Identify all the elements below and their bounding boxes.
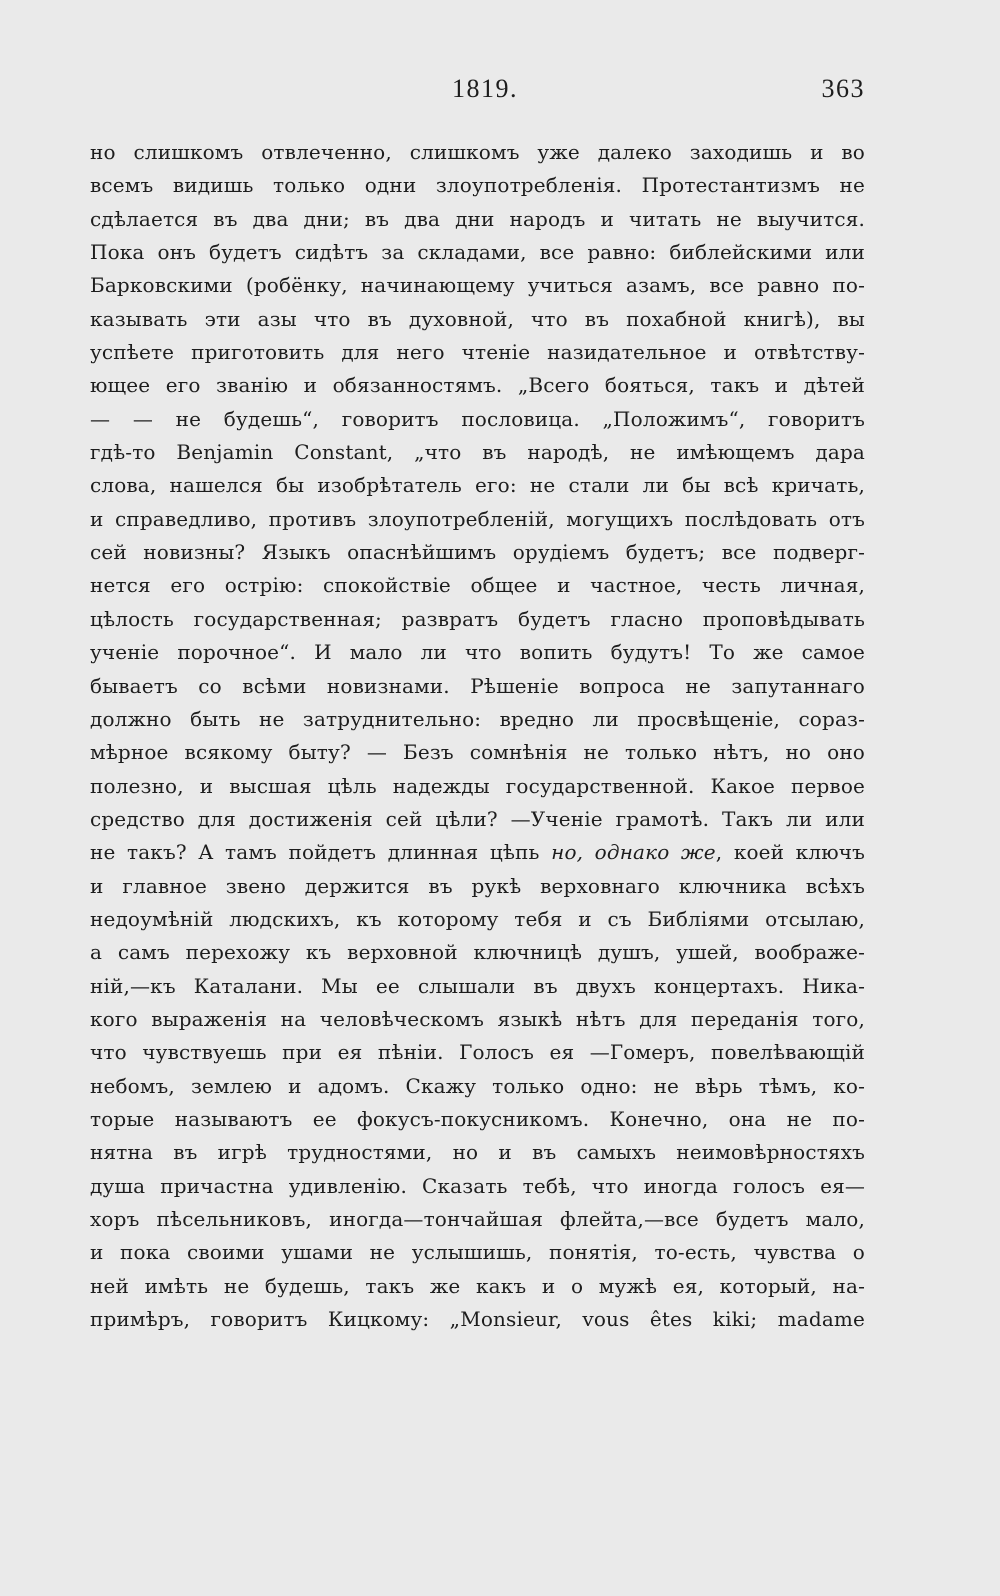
text-line: — — не будешь“, говоритъ пословица. „Положимъ“, говоритъ — [90, 406, 865, 431]
text-line: цѣлость государственная; развратъ будетъ гласно проповѣдывать — [90, 606, 865, 631]
text-line: и главное звено держится въ рукѣ верховнаго ключника всѣхъ — [90, 873, 865, 898]
text-line: бываетъ со всѣми новизнами. Рѣшеніе вопроса не запутаннаго — [90, 673, 865, 698]
text-line — [90, 836, 865, 869]
text-line: ученіе порочное“. И мало ли что вопить будутъ! То же самое — [90, 640, 865, 665]
text-line: успѣете приготовить для него чтеніе назидательное и отвѣтству- — [90, 340, 865, 365]
text-line: мѣрное всякому быту? — Безъ сомнѣнія не только нѣтъ, но оно — [90, 740, 865, 765]
body-text — [90, 136, 865, 1336]
text-line: слова, нашелся бы изобрѣтатель его: не стали ли бы всѣ кричать, — [90, 473, 865, 498]
text-line: примѣръ, говоритъ Кицкому: „Monsieur, vous êtes kiki; madame — [90, 1307, 865, 1332]
running-header-year: 1819. — [452, 74, 518, 103]
text-segment: не такъ? А тамъ пойдетъ длинная цѣпь — [90, 840, 552, 865]
italic-phrase: но, однако же — [551, 840, 716, 865]
text-line: кого выраженія на человѣческомъ языкѣ нѣтъ для переданія того, — [90, 1006, 865, 1031]
text-line: казывать эти азы что въ духовной, что въ похабной книгѣ), вы — [90, 306, 865, 331]
text-line: ній,—къ Каталани. Мы ее слышали въ двухъ концертахъ. Ника- — [90, 973, 865, 998]
text-line: Пока онъ будетъ сидѣтъ за складами, все равно: библейскими или — [90, 240, 865, 265]
text-line: недоумѣній людскихъ, къ которому тебя и съ Библіями отсылаю, — [90, 906, 865, 931]
text-line: всемъ видишь только одни злоупотребленія. Протестантизмъ не — [90, 173, 865, 198]
text-line: ющее его званію и обязанностямъ. „Всего бояться, такъ и дѣтей — [90, 373, 865, 398]
text-line: нется его острію: спокойствіе общее и частное, честь личная, — [90, 573, 865, 598]
text-line: сей новизны? Языкъ опаснѣйшимъ орудіемъ будетъ; все подверг- — [90, 540, 865, 565]
text-line: торые называютъ ее фокусъ-покусникомъ. Конечно, она не по- — [90, 1106, 865, 1131]
page-header — [0, 74, 1000, 114]
text-line: ней имѣть не будешь, такъ же какъ и о мужѣ ея, который, на- — [90, 1273, 865, 1298]
text-line: но слишкомъ отвлеченно, слишкомъ уже далеко заходишь и во — [90, 140, 865, 164]
page-number: 363 — [821, 74, 865, 103]
text-line: что чувствуешь при ея пѣніи. Голосъ ея —Гомеръ, повелѣвающій — [90, 1040, 865, 1065]
text-line: небомъ, землею и адомъ. Скажу только одно: не вѣрь тѣмъ, ко- — [90, 1073, 865, 1098]
text-line: и пока своими ушами не услышишь, понятія, то-есть, чувства о — [90, 1240, 865, 1265]
text-line: душа причастна удивленію. Сказать тебѣ, что иногда голосъ ея— — [90, 1173, 865, 1198]
text-line: средство для достиженія сей цѣли? —Ученіе грамотѣ. Такъ ли или — [90, 806, 865, 831]
text-line: Барковскими (робёнку, начинающему учиться азамъ, все равно по- — [90, 273, 865, 298]
text-line: должно быть не затруднительно: вредно ли просвѣщеніе, сораз- — [90, 706, 865, 731]
text-segment: , коей ключъ — [715, 840, 865, 865]
text-line: гдѣ-то Benjamin Constant, „что въ народѣ, не имѣющемъ дара — [90, 440, 865, 465]
text-line: полезно, и высшая цѣль надежды государственной. Какое первое — [90, 773, 865, 798]
text-line: сдѣлается въ два дни; въ два дни народъ и читать не выучится. — [90, 206, 865, 231]
text-line: нятна въ игрѣ трудностями, но и въ самыхъ неимовѣрностяхъ — [90, 1140, 865, 1165]
text-line: и справедливо, противъ злоупотребленій, могущихъ послѣдовать отъ — [90, 506, 865, 531]
text-line: хоръ пѣсельниковъ, иногда—тончайшая флейта,—все будетъ мало, — [90, 1207, 865, 1231]
text-line: а самъ перехожу къ верховной ключницѣ душъ, ушей, воображе- — [90, 940, 865, 965]
